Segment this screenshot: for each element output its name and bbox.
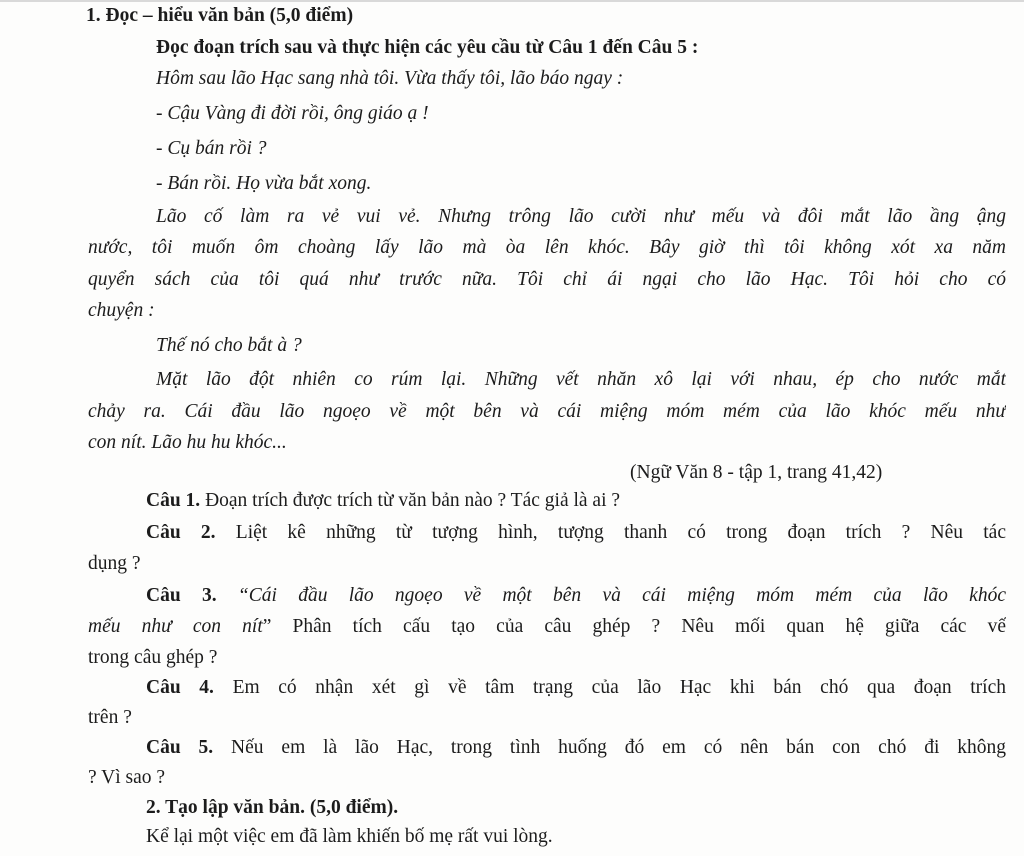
- section2-heading: 2. Tạo lập văn bản. (5,0 điểm).: [146, 797, 399, 818]
- section1-heading: 1. Đọc – hiểu văn bản (5,0 điểm): [86, 5, 354, 26]
- question-3-line-3: trong câu ghép ?: [88, 647, 218, 668]
- question-5: [146, 733, 1006, 763]
- passage-line-12: con nít. Lão hu hu khóc...: [88, 432, 287, 453]
- question-1-label: Câu 1.: [146, 490, 201, 511]
- question-2-continuation: dụng ?: [88, 553, 141, 574]
- passage-line-8: chuyện :: [88, 300, 155, 321]
- question-5-continuation: ? Vì sao ?: [88, 767, 166, 788]
- passage-line-6: nước, tôi muốn ôm choàng lấy lão mà òa lên khóc. Bây giờ thì tôi không xót xa năm: [88, 237, 1006, 258]
- passage-line-10: Mặt lão đột nhiên co rúm lại. Những vết nhăn xô lại với nhau, ép cho nước mắt: [156, 369, 1006, 390]
- passage-line-5: Lão cố làm ra vẻ vui vẻ. Nhưng trông lão cười như mếu và đôi mắt lão ầng ậng: [156, 206, 1006, 227]
- question-5-text: Nếu em là lão Hạc, trong tình huống đó em có nên bán con chó đi không: [213, 737, 1006, 758]
- question-2-label: Câu 2.: [146, 522, 216, 543]
- question-3-text: ” Phân tích cấu tạo của câu ghép ? Nêu mối quan hệ giữa các vế: [262, 616, 1006, 637]
- passage-line-3: - Cụ bán rồi ?: [156, 138, 267, 159]
- passage-line-11: chảy ra. Cái đầu lão ngoẹo về một bên và cái miệng móm mém của lão khóc mếu như: [88, 401, 1006, 422]
- question-1-text: Đoạn trích được trích từ văn bản nào ? Tác giả là ai ?: [200, 490, 621, 511]
- question-1: [146, 486, 1006, 516]
- question-3-line-2: [88, 612, 1006, 642]
- question-4-continuation: trên ?: [88, 707, 132, 728]
- question-3-label: Câu 3.: [146, 585, 217, 606]
- question-2: [146, 518, 1006, 548]
- section1-instruction: Đọc đoạn trích sau và thực hiện các yêu cầu từ Câu 1 đến Câu 5 :: [156, 37, 699, 58]
- question-4-text: Em có nhận xét gì về tâm trạng của lão Hạc khi bán chó qua đoạn trích: [213, 677, 1006, 698]
- question-3-quote-end: mếu như con nít: [88, 616, 263, 637]
- question-3-quote: “Cái đầu lão ngoẹo về một bên và cái miệng móm mém của lão khóc: [216, 585, 1006, 606]
- passage-line-4: - Bán rồi. Họ vừa bắt xong.: [156, 173, 372, 194]
- passage-line-7: quyển sách của tôi quá như trước nữa. Tôi chỉ ái ngại cho lão Hạc. Tôi hỏi cho có: [88, 269, 1006, 290]
- question-5-label: Câu 5.: [146, 737, 214, 758]
- passage-line-9: Thế nó cho bắt à ?: [156, 335, 302, 356]
- section2-task: Kể lại một việc em đã làm khiến bố mẹ rất vui lòng.: [146, 826, 553, 847]
- question-3: [146, 581, 1006, 611]
- passage-line-1: Hôm sau lão Hạc sang nhà tôi. Vừa thấy tôi, lão báo ngay :: [156, 68, 624, 89]
- passage-source: (Ngữ Văn 8 - tập 1, trang 41,42): [630, 462, 883, 483]
- question-4: [146, 673, 1006, 703]
- question-4-label: Câu 4.: [146, 677, 214, 698]
- passage-line-2: - Cậu Vàng đi đời rồi, ông giáo ạ !: [156, 103, 429, 124]
- question-2-text: Liệt kê những từ tượng hình, tượng thanh có trong đoạn trích ? Nêu tác: [215, 522, 1006, 543]
